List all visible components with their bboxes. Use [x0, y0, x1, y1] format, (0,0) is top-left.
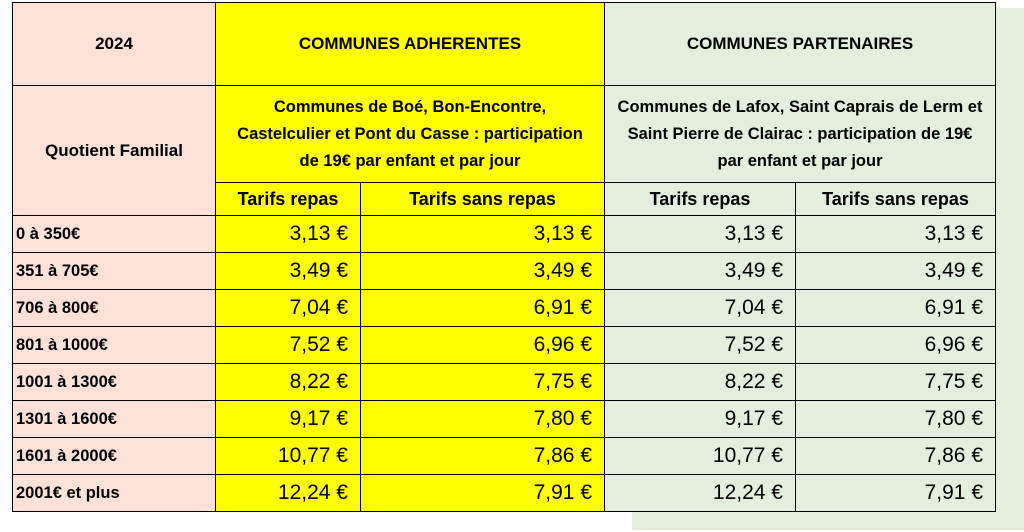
adherentes-repas-cell: 10,77 €: [216, 438, 361, 475]
partenaires-title: COMMUNES PARTENAIRES: [605, 3, 996, 86]
table-row: [13, 290, 996, 327]
adherentes-repas-cell: 7,04 €: [216, 290, 361, 327]
quotient-range-cell: 801 à 1000€: [13, 327, 216, 364]
partenaires-repas-cell: 9,17 €: [605, 401, 796, 438]
partenaires-repas-cell: 7,04 €: [605, 290, 796, 327]
quotient-range-cell: 1301 à 1600€: [13, 401, 216, 438]
adherentes-desc-line: de 19€ par enfant et par jour: [299, 151, 521, 170]
adherentes-col-repas: Tarifs repas: [216, 183, 361, 216]
adherentes-sans-repas-cell: 7,86 €: [361, 438, 605, 475]
partenaires-desc-line: par enfant et par jour: [717, 151, 883, 170]
adherentes-sans-repas-cell: 3,13 €: [361, 216, 605, 253]
partenaires-sans-repas-cell: 3,13 €: [796, 216, 996, 253]
year-cell: 2024: [13, 3, 216, 86]
partenaires-repas-cell: 10,77 €: [605, 438, 796, 475]
quotient-familial-label: Quotient Familial: [13, 86, 216, 216]
partenaires-col-repas: Tarifs repas: [605, 183, 796, 216]
table-row: [13, 401, 996, 438]
adherentes-repas-cell: 7,52 €: [216, 327, 361, 364]
partenaires-sans-repas-cell: 7,80 €: [796, 401, 996, 438]
adherentes-description: [216, 86, 605, 183]
partenaires-repas-cell: 7,52 €: [605, 327, 796, 364]
tarifs-document: [12, 2, 996, 512]
adherentes-repas-cell: 8,22 €: [216, 364, 361, 401]
adherentes-repas-cell: 12,24 €: [216, 475, 361, 512]
table-row: [13, 327, 996, 364]
quotient-range-cell: 1601 à 2000€: [13, 438, 216, 475]
partenaires-sans-repas-cell: 3,49 €: [796, 253, 996, 290]
quotient-range-cell: 2001€ et plus: [13, 475, 216, 512]
partenaires-repas-cell: 8,22 €: [605, 364, 796, 401]
adherentes-repas-cell: 9,17 €: [216, 401, 361, 438]
table-row: [13, 438, 996, 475]
table-row: [13, 253, 996, 290]
adherentes-sans-repas-cell: 7,91 €: [361, 475, 605, 512]
partenaires-sans-repas-cell: 7,75 €: [796, 364, 996, 401]
adherentes-col-sans-repas: Tarifs sans repas: [361, 183, 605, 216]
partenaires-sans-repas-cell: 6,96 €: [796, 327, 996, 364]
quotient-range-cell: 706 à 800€: [13, 290, 216, 327]
partenaires-desc-line: Communes de Lafox, Saint Caprais de Lerm et: [617, 97, 983, 116]
adherentes-title: COMMUNES ADHERENTES: [216, 3, 605, 86]
partenaires-desc-line: Saint Pierre de Clairac : participation de 19€: [627, 124, 973, 143]
table-header-row: [13, 3, 996, 86]
quotient-range-cell: 351 à 705€: [13, 253, 216, 290]
table-row: [13, 475, 996, 512]
adherentes-repas-cell: 3,49 €: [216, 253, 361, 290]
adherentes-sans-repas-cell: 3,49 €: [361, 253, 605, 290]
table-row: [13, 364, 996, 401]
partenaires-description: [605, 86, 996, 183]
quotient-range-cell: 0 à 350€: [13, 216, 216, 253]
partenaires-repas-cell: 12,24 €: [605, 475, 796, 512]
adherentes-sans-repas-cell: 7,80 €: [361, 401, 605, 438]
partenaires-sans-repas-cell: 7,91 €: [796, 475, 996, 512]
partenaires-repas-cell: 3,13 €: [605, 216, 796, 253]
table-row: [13, 216, 996, 253]
adherentes-sans-repas-cell: 6,91 €: [361, 290, 605, 327]
tarifs-table: [12, 2, 996, 512]
partenaires-sans-repas-cell: 6,91 €: [796, 290, 996, 327]
quotient-range-cell: 1001 à 1300€: [13, 364, 216, 401]
adherentes-desc-line: Castelculier et Pont du Casse : participation: [237, 124, 583, 143]
description-row: [13, 86, 996, 183]
adherentes-repas-cell: 3,13 €: [216, 216, 361, 253]
partenaires-col-sans-repas: Tarifs sans repas: [796, 183, 996, 216]
adherentes-desc-line: Communes de Boé, Bon-Encontre,: [273, 97, 547, 116]
partenaires-repas-cell: 3,49 €: [605, 253, 796, 290]
adherentes-sans-repas-cell: 7,75 €: [361, 364, 605, 401]
partenaires-sans-repas-cell: 7,86 €: [796, 438, 996, 475]
adherentes-sans-repas-cell: 6,96 €: [361, 327, 605, 364]
